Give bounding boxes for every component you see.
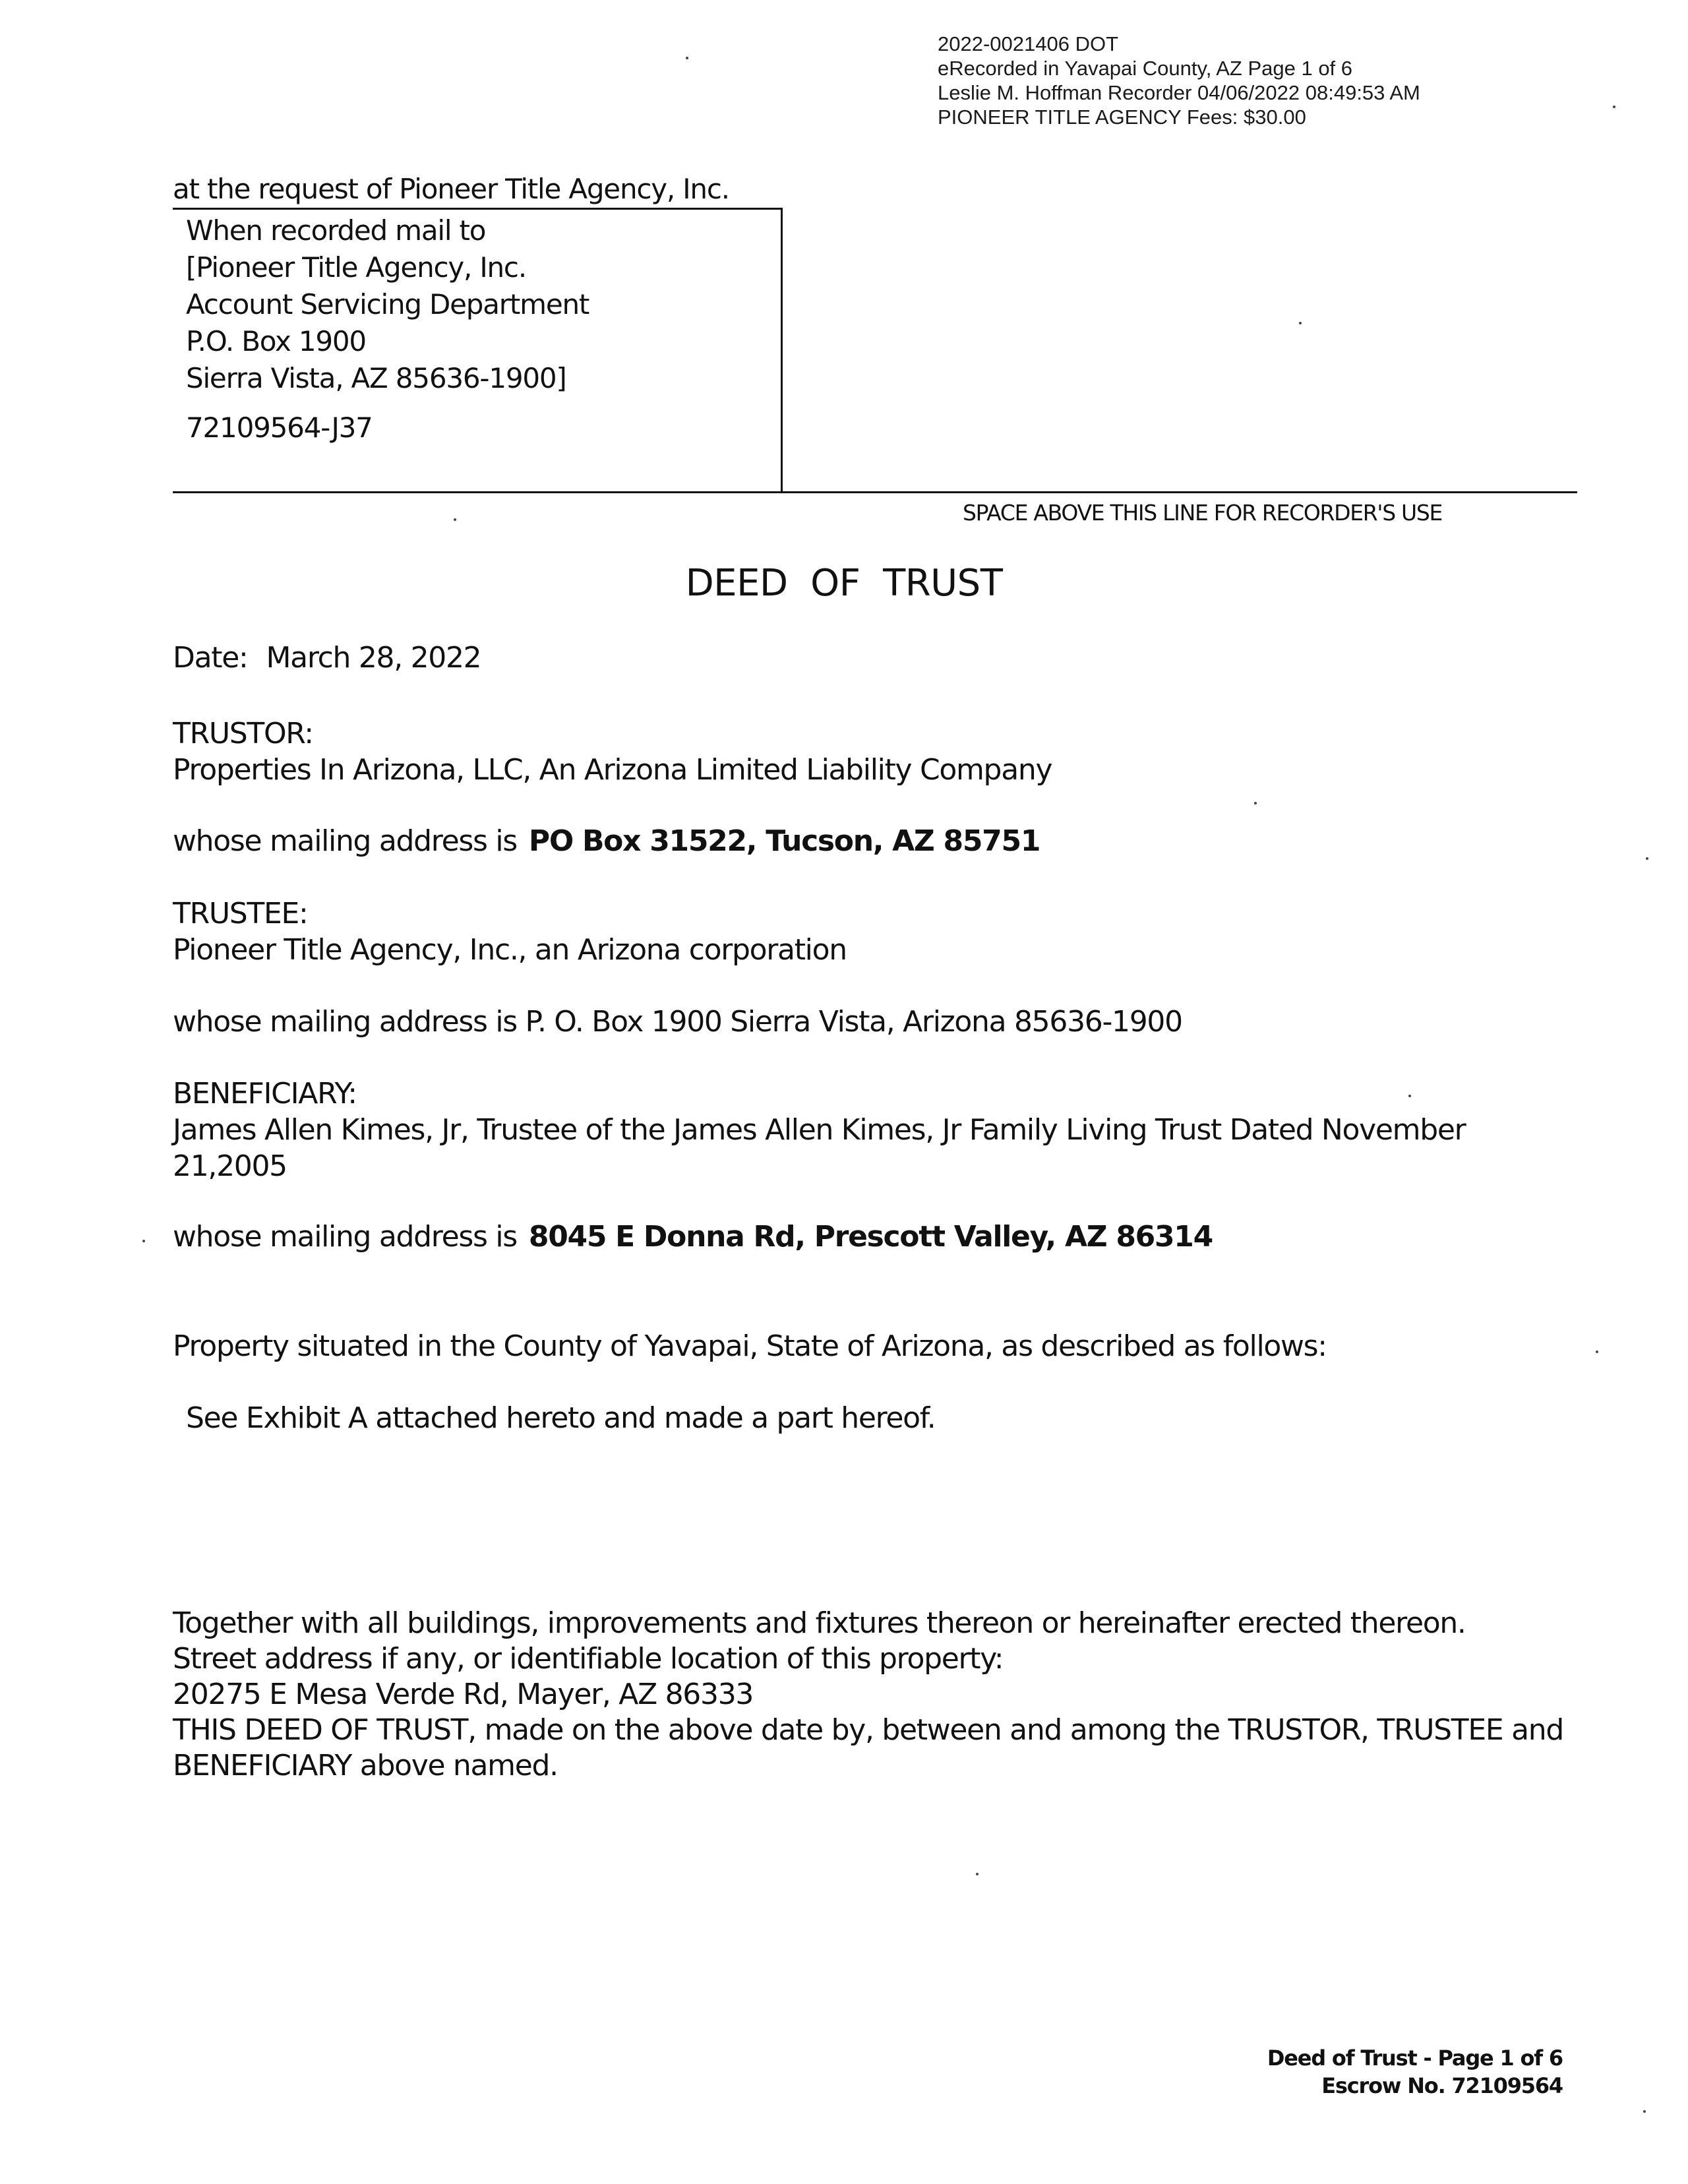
stamp-document-number: 2022-0021406 DOT [938, 32, 1119, 55]
footer-page-number: Deed of Trust - Page 1 of 6 [1267, 2046, 1563, 2071]
mail-to-department: Account Servicing Department [186, 288, 589, 320]
trustor-address-prefix: whose mailing address is [173, 824, 517, 858]
trustee-heading: TRUSTEE: [173, 897, 308, 930]
footer-escrow-number: Escrow No. 72109564 [1321, 2073, 1563, 2098]
scan-speck [1596, 1350, 1598, 1353]
document-title: DEED OF TRUST [685, 562, 1003, 605]
date-value: March 28, 2022 [266, 641, 481, 675]
scan-speck [976, 1873, 979, 1875]
scan-speck [1646, 857, 1648, 860]
escrow-reference: 72109564-J37 [186, 411, 373, 444]
recorder-use-note: SPACE ABOVE THIS LINE FOR RECORDER'S USE [963, 500, 1443, 526]
scan-speck [1408, 1095, 1411, 1097]
mail-to-heading: When recorded mail to [186, 214, 486, 247]
trustor-address: PO Box 31522, Tucson, AZ 85751 [528, 824, 1040, 858]
trustor-address-line [173, 824, 1040, 858]
mail-box-border [781, 208, 783, 493]
closing-beneficiary-named: BENEFICIARY above named. [173, 1749, 558, 1782]
closing-deed-made: THIS DEED OF TRUST, made on the above date by, between and among the TRUSTOR, TRUSTEE and [173, 1713, 1563, 1747]
scan-speck [1613, 106, 1615, 108]
beneficiary-address-prefix: whose mailing address is [173, 1220, 517, 1254]
exhibit-reference: See Exhibit A attached hereto and made a part hereof. [186, 1401, 936, 1435]
trustee-address-line: whose mailing address is P. O. Box 1900 Sierra Vista, Arizona 85636-1900 [173, 1005, 1182, 1039]
property-street-address: 20275 E Mesa Verde Rd, Mayer, AZ 86333 [173, 1678, 754, 1711]
scan-speck [686, 57, 688, 59]
recording-stamp [938, 32, 1420, 129]
beneficiary-name-line1: James Allen Kimes, Jr, Trustee of the James Allen Kimes, Jr Family Living Trust Dated November [173, 1113, 1466, 1147]
beneficiary-address: 8045 E Donna Rd, Prescott Valley, AZ 86314 [528, 1220, 1213, 1254]
stamp-agency-fees: PIONEER TITLE AGENCY Fees: $30.00 [938, 106, 1306, 129]
recorder-divider [173, 491, 1577, 493]
scan-speck [1254, 802, 1257, 804]
date-label: Date: [173, 641, 248, 675]
trustor-heading: TRUSTOR: [173, 717, 313, 750]
property-situated: Property situated in the County of Yavapai, State of Arizona, as described as follows: [173, 1329, 1327, 1363]
closing-street-label: Street address if any, or identifiable location of this property: [173, 1642, 1004, 1676]
scan-speck [1299, 322, 1302, 324]
stamp-recorder-datetime: Leslie M. Hoffman Recorder 04/06/2022 08:49:53 AM [938, 81, 1420, 104]
date-line [173, 641, 481, 675]
trustee-name: Pioneer Title Agency, Inc., an Arizona corporation [173, 933, 847, 967]
mail-to-po-box: P.O. Box 1900 [186, 325, 366, 357]
trustor-name: Properties In Arizona, LLC, An Arizona Limited Liability Company [173, 753, 1052, 787]
closing-buildings: Together with all buildings, improvements and fixtures thereon or hereinafter erected thereon. [173, 1606, 1466, 1640]
stamp-county-page: eRecorded in Yavapai County, AZ Page 1 of 6 [938, 57, 1353, 80]
scan-speck [1643, 2110, 1646, 2113]
request-underline [173, 208, 782, 210]
mail-to-company: [Pioneer Title Agency, Inc. [186, 251, 526, 284]
beneficiary-name-line2: 21,2005 [173, 1149, 287, 1183]
beneficiary-address-line [173, 1220, 1213, 1254]
beneficiary-heading: BENEFICIARY: [173, 1077, 357, 1110]
scan-speck [142, 1240, 145, 1242]
mail-to-block [186, 212, 589, 397]
request-line: at the request of Pioneer Title Agency, Inc. [173, 173, 729, 205]
scan-speck [454, 518, 456, 521]
mail-to-city: Sierra Vista, AZ 85636-1900] [186, 362, 566, 394]
